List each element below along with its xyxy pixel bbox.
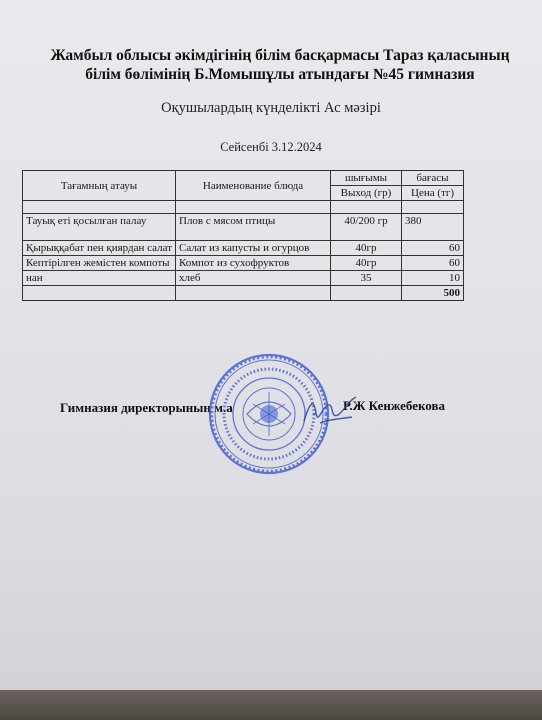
handwritten-signature <box>300 393 360 433</box>
signature-label: Гимназия директорының м.а <box>60 400 233 415</box>
header-price-kz: бағасы <box>402 171 464 186</box>
header-line-2: білім бөлімінің Б.Момышұлы атындағы №45 гимназия <box>85 66 475 83</box>
dish-name-kz: Кептірілген жемістен компоты <box>23 256 176 271</box>
dish-name-kz: Тауық еті қосылған палау <box>23 214 176 241</box>
signatory-name: Р.Ж Кенжебекова <box>343 398 446 413</box>
table-row <box>23 271 464 286</box>
menu-title: Оқушылардың күнделікті Ас мәзірі <box>161 100 381 116</box>
dish-price: 60 <box>402 241 464 256</box>
dish-price: 380 <box>402 214 464 241</box>
dish-yield: 40гр <box>331 241 402 256</box>
menu-date: Сейсенбі 3.12.2024 <box>220 140 322 154</box>
dish-yield: 40/200 гр <box>331 214 402 241</box>
dish-name-kz: Қырыққабат пен қиярдан салат <box>23 241 176 256</box>
dish-price: 10 <box>402 271 464 286</box>
total-price: 500 <box>402 286 464 301</box>
header-line-1: Жамбыл облысы әкімдігінің білім басқармасы Тараз қаласының <box>50 47 510 64</box>
header-name-kz: Тағамның атауы <box>23 171 176 201</box>
menu-table <box>22 170 464 301</box>
dish-name-ru: Салат из капусты и огурцов <box>176 241 331 256</box>
header-yield-kz: шығымы <box>331 171 402 186</box>
table-header-row <box>23 171 464 186</box>
header-name-ru: Наименование блюда <box>176 171 331 201</box>
table-row <box>23 241 464 256</box>
table-total-row <box>23 286 464 301</box>
background-surface <box>0 690 542 720</box>
header-yield-ru: Выход (гр) <box>331 186 402 201</box>
document-header <box>40 46 520 84</box>
dish-name-ru: хлеб <box>176 271 331 286</box>
dish-name-kz: нан <box>23 271 176 286</box>
header-price-ru: Цена (тг) <box>402 186 464 201</box>
dish-name-ru: Компот из сухофруктов <box>176 256 331 271</box>
table-row <box>23 214 464 241</box>
dish-yield: 35 <box>331 271 402 286</box>
dish-name-ru: Плов с мясом птицы <box>176 214 331 241</box>
dish-price: 60 <box>402 256 464 271</box>
table-spacer-row <box>23 201 464 214</box>
dish-yield: 40гр <box>331 256 402 271</box>
table-row <box>23 256 464 271</box>
